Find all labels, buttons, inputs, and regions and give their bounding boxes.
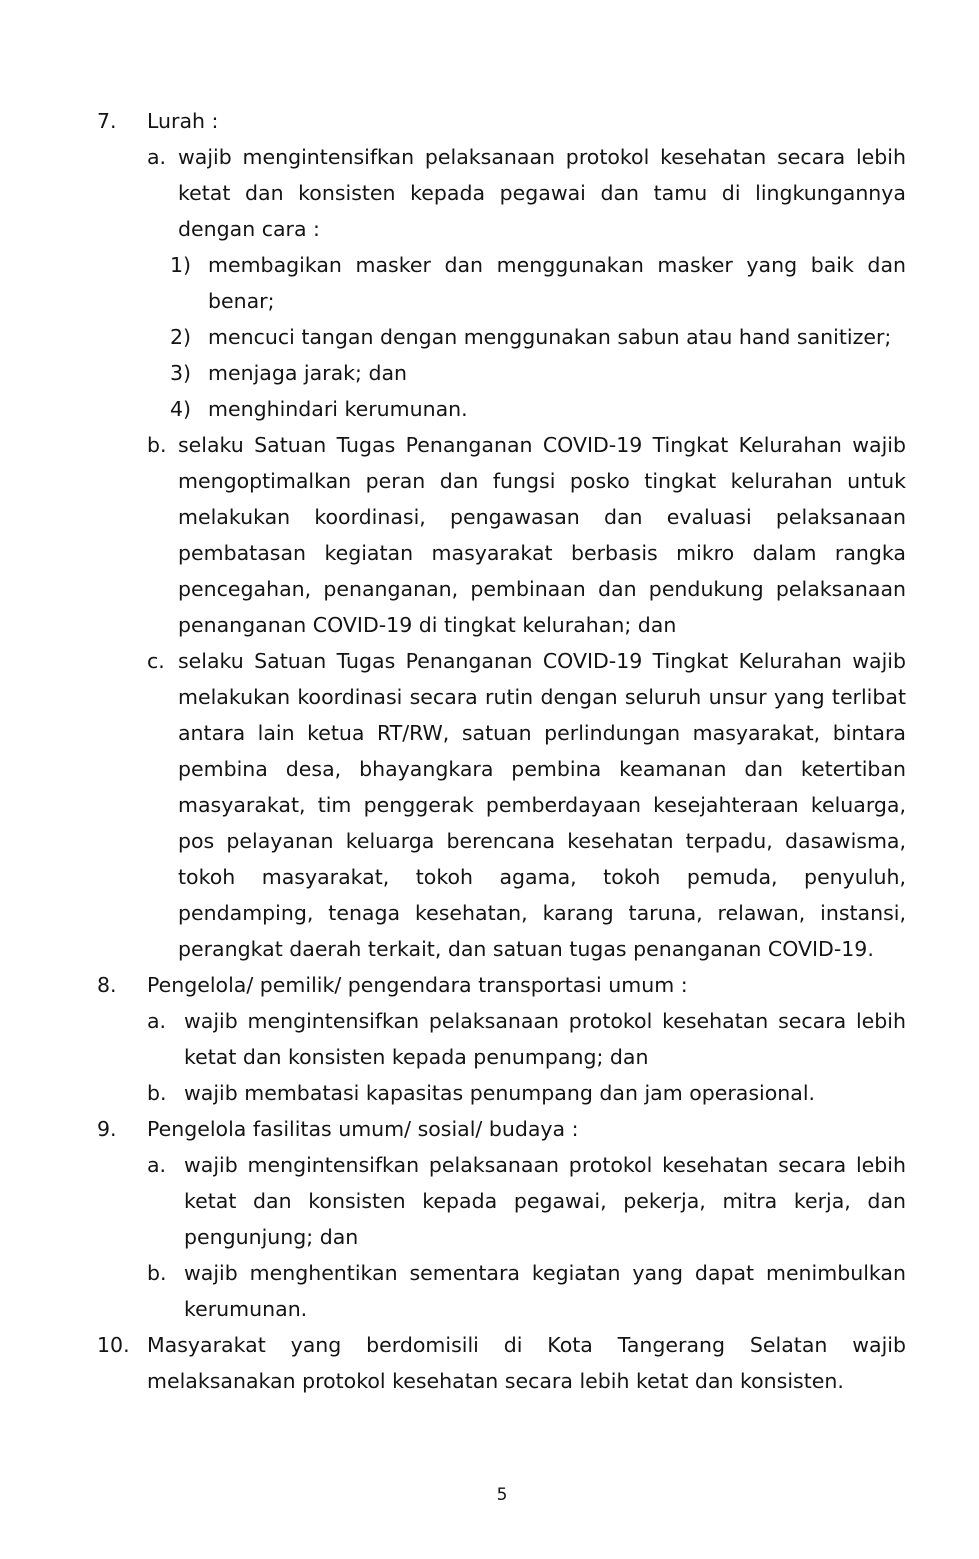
list-item-9a <box>0 1147 979 1255</box>
list-item-7c <box>0 643 979 967</box>
list-item-8 <box>0 967 979 1003</box>
list-item-7a <box>0 139 979 247</box>
item-text: wajib mengintensifkan pelaksanaan protokol kesehatan secara lebih ketat dan konsisten kepada pegawai dan tamu di lingkungannya dengan cara : <box>178 145 906 241</box>
list-item-9 <box>0 1111 979 1147</box>
item-number: 1) <box>170 253 192 277</box>
item-letter: b. <box>147 433 167 457</box>
list-item-7a-2 <box>0 319 979 355</box>
list-item-7a-4 <box>0 391 979 427</box>
item-text: Pengelola/ pemilik/ pengendara transportasi umum : <box>147 973 688 997</box>
item-text: menghindari kerumunan. <box>208 397 468 421</box>
list-item-9b <box>0 1255 979 1327</box>
item-text: Pengelola fasilitas umum/ sosial/ budaya : <box>147 1117 579 1141</box>
item-letter: a. <box>147 145 167 169</box>
document-body <box>0 103 979 1399</box>
item-text: menjaga jarak; dan <box>208 361 408 385</box>
item-number: 2) <box>170 325 192 349</box>
list-item-8a <box>0 1003 979 1075</box>
item-letter: a. <box>147 1009 167 1033</box>
list-item-7a-1 <box>0 247 979 319</box>
item-number: 8. <box>97 973 117 997</box>
list-item-10 <box>0 1327 979 1399</box>
item-letter: c. <box>147 649 165 673</box>
item-text: Lurah : <box>147 109 219 133</box>
item-number: 10. <box>97 1333 130 1357</box>
item-number: 7. <box>97 109 117 133</box>
item-letter: b. <box>147 1261 167 1285</box>
item-text: wajib mengintensifkan pelaksanaan protokol kesehatan secara lebih ketat dan konsisten kepada pegawai, pekerja, mitra kerja, dan pengunjung; dan <box>184 1153 906 1249</box>
list-item-7 <box>0 103 979 139</box>
page-number: 5 <box>496 1485 508 1505</box>
item-text: Masyarakat yang berdomisili di Kota Tangerang Selatan wajib melaksanakan protokol kesehatan secara lebih ketat dan konsisten. <box>147 1333 906 1393</box>
item-number: 4) <box>170 397 192 421</box>
item-text: selaku Satuan Tugas Penanganan COVID-19 Tingkat Kelurahan wajib melakukan koordinasi secara rutin dengan seluruh unsur yang terlibat antara lain ketua RT/RW, satuan perlindungan masyarakat, bintara pembina desa, bhayangkara pembina keamanan dan ketertiban masyarakat, tim penggerak pemberdayaan kesejahteraan keluarga, pos pelayanan keluarga berencana kesehatan terpadu, dasawisma, tokoh masyarakat, tokoh agama, tokoh pemuda, penyuluh, pendamping, tenaga kesehatan, karang taruna, relawan, instansi, perangkat daerah terkait, dan satuan tugas penanganan COVID-19. <box>178 649 906 961</box>
list-item-7a-3 <box>0 355 979 391</box>
item-text: mencuci tangan dengan menggunakan sabun atau hand sanitizer; <box>208 325 892 349</box>
item-text: selaku Satuan Tugas Penanganan COVID-19 Tingkat Kelurahan wajib mengoptimalkan peran dan fungsi posko tingkat kelurahan untuk melakukan koordinasi, pengawasan dan evaluasi pelaksanaan pembatasan kegiatan masyarakat berbasis mikro dalam rangka pencegahan, penanganan, pembinaan dan pendukung pelaksanaan penanganan COVID-19 di tingkat kelurahan; dan <box>178 433 906 637</box>
item-text: membagikan masker dan menggunakan masker yang baik dan benar; <box>208 253 906 313</box>
item-text: wajib mengintensifkan pelaksanaan protokol kesehatan secara lebih ketat dan konsisten kepada penumpang; dan <box>184 1009 906 1069</box>
list-item-7b <box>0 427 979 643</box>
item-text: wajib menghentikan sementara kegiatan yang dapat menimbulkan kerumunan. <box>184 1261 906 1321</box>
item-number: 9. <box>97 1117 117 1141</box>
item-number: 3) <box>170 361 192 385</box>
item-letter: b. <box>147 1081 167 1105</box>
item-letter: a. <box>147 1153 167 1177</box>
item-text: wajib membatasi kapasitas penumpang dan jam operasional. <box>184 1081 816 1105</box>
list-item-8b <box>0 1075 979 1111</box>
